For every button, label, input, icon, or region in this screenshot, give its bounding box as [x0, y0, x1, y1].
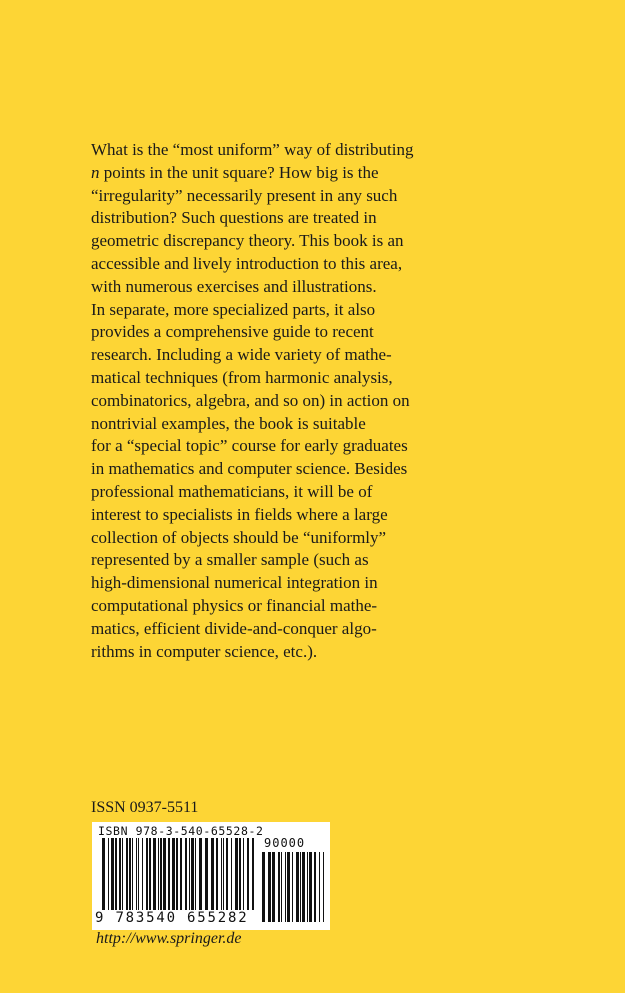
blurb-line: geometric discrepancy theory. This book is an [91, 231, 404, 251]
blurb-line: accessible and lively introduction to this area, [91, 253, 403, 273]
barcode-bar [189, 838, 190, 910]
barcode-bar [296, 852, 299, 922]
barcode-bar [102, 838, 105, 910]
barcode-bar [292, 852, 293, 922]
barcode-bar [149, 838, 151, 910]
blurb-line: What is the “most uniform” way of distributing [91, 140, 414, 159]
barcode-bar [287, 852, 290, 922]
barcode-bar [309, 852, 312, 922]
barcode-bar [172, 838, 175, 910]
barcode-bar [142, 838, 143, 910]
barcode-bar [243, 838, 244, 910]
barcode-bar [158, 838, 159, 910]
addon-bars [262, 852, 324, 922]
blurb-line: for a “special topic” course for early graduates [91, 436, 408, 456]
barcode-bar [314, 852, 316, 922]
blurb-line: professional mathematicians, it will be of [91, 481, 373, 501]
barcode-bar [300, 852, 301, 922]
barcode-bar [211, 838, 214, 910]
barcode-bar [136, 838, 137, 910]
barcode-bar [146, 838, 148, 910]
barcode-bar [221, 838, 222, 910]
barcode-bar [323, 852, 324, 922]
barcode-bar [138, 838, 139, 910]
blurb-line: in mathematics and computer science. Besides [91, 459, 408, 479]
isbn-text: ISBN 978-3-540-65528-2 [98, 824, 264, 838]
barcode-bar [281, 852, 282, 922]
barcode-bar [319, 852, 320, 922]
blurb-line-text: points in the unit square? How big is the [99, 162, 379, 182]
barcode-bar [268, 852, 271, 922]
barcode-bar [168, 838, 170, 910]
barcode-bar [111, 838, 114, 910]
blurb-line: matical techniques (from harmonic analysis, [91, 367, 393, 387]
barcode-bar [285, 852, 286, 922]
blurb-line: “irregularity” necessarily present in any such [91, 185, 398, 205]
barcode-bar [216, 838, 218, 910]
barcode-bar [231, 838, 232, 910]
barcode-bar [132, 838, 133, 910]
blurb-line: with numerous exercises and illustrations. [91, 276, 377, 296]
blurb-line: combinatorics, algebra, and so on) in action on [91, 390, 410, 410]
barcode-bar [199, 838, 202, 910]
barcode-bar [302, 852, 305, 922]
barcode-bar [180, 838, 182, 910]
blurb-line: collection of objects should be “uniformly” [91, 527, 387, 547]
addon-text: 90000 [264, 836, 306, 850]
barcode-bar [153, 838, 156, 910]
blurb-line: In separate, more specialized parts, it also [91, 299, 376, 319]
barcode-bar [176, 838, 178, 910]
blurb-line: represented by a smaller sample (such as [91, 550, 369, 570]
barcode-bar [262, 852, 265, 922]
barcode-bar [205, 838, 208, 910]
barcode-bar [160, 838, 162, 910]
back-cover-blurb [91, 139, 511, 663]
blurb-line: high-dimensional numerical integration in [91, 573, 378, 593]
barcode-bar [126, 838, 128, 910]
barcode-bar [226, 838, 228, 910]
blurb-line: interest to specialists in fields where a large [91, 504, 388, 524]
barcode-bar [247, 838, 249, 910]
barcode-bar [191, 838, 194, 910]
blurb-line: computational physics or financial mathe- [91, 595, 378, 615]
blurb-line: matics, efficient divide-and-conquer algo- [91, 618, 377, 638]
barcode-bar [108, 838, 109, 910]
isbn-barcode [92, 822, 330, 930]
barcode-bar [185, 838, 187, 910]
barcode-bar [122, 838, 123, 910]
barcode-bar [235, 838, 238, 910]
barcode-bar [239, 838, 241, 910]
barcode-bar [252, 838, 254, 910]
barcode-bar [272, 852, 275, 922]
blurb-line: distribution? Such questions are treated in [91, 208, 377, 228]
blurb-line: nontrivial examples, the book is suitable [91, 413, 366, 433]
ean-digits: 9 783540 655282 [95, 910, 249, 926]
blurb-line: provides a comprehensive guide to recent [91, 322, 374, 342]
blurb-line [91, 162, 511, 185]
blurb-line: research. Including a wide variety of mathe- [91, 345, 392, 365]
barcode-bar [129, 838, 131, 910]
barcode-bar [307, 852, 308, 922]
barcode-bar [119, 838, 121, 910]
issn-label: ISSN 0937-5511 [91, 799, 199, 816]
barcode-bar [195, 838, 196, 910]
variable-n: n [91, 162, 100, 182]
barcode-bar [163, 838, 166, 910]
barcode-bar [115, 838, 117, 910]
ean-bars [102, 838, 254, 910]
publisher-url[interactable]: http://www.springer.de [96, 930, 242, 947]
barcode-bar [223, 838, 224, 910]
barcode-bar [278, 852, 280, 922]
blurb-line: rithms in computer science, etc.). [91, 641, 318, 661]
